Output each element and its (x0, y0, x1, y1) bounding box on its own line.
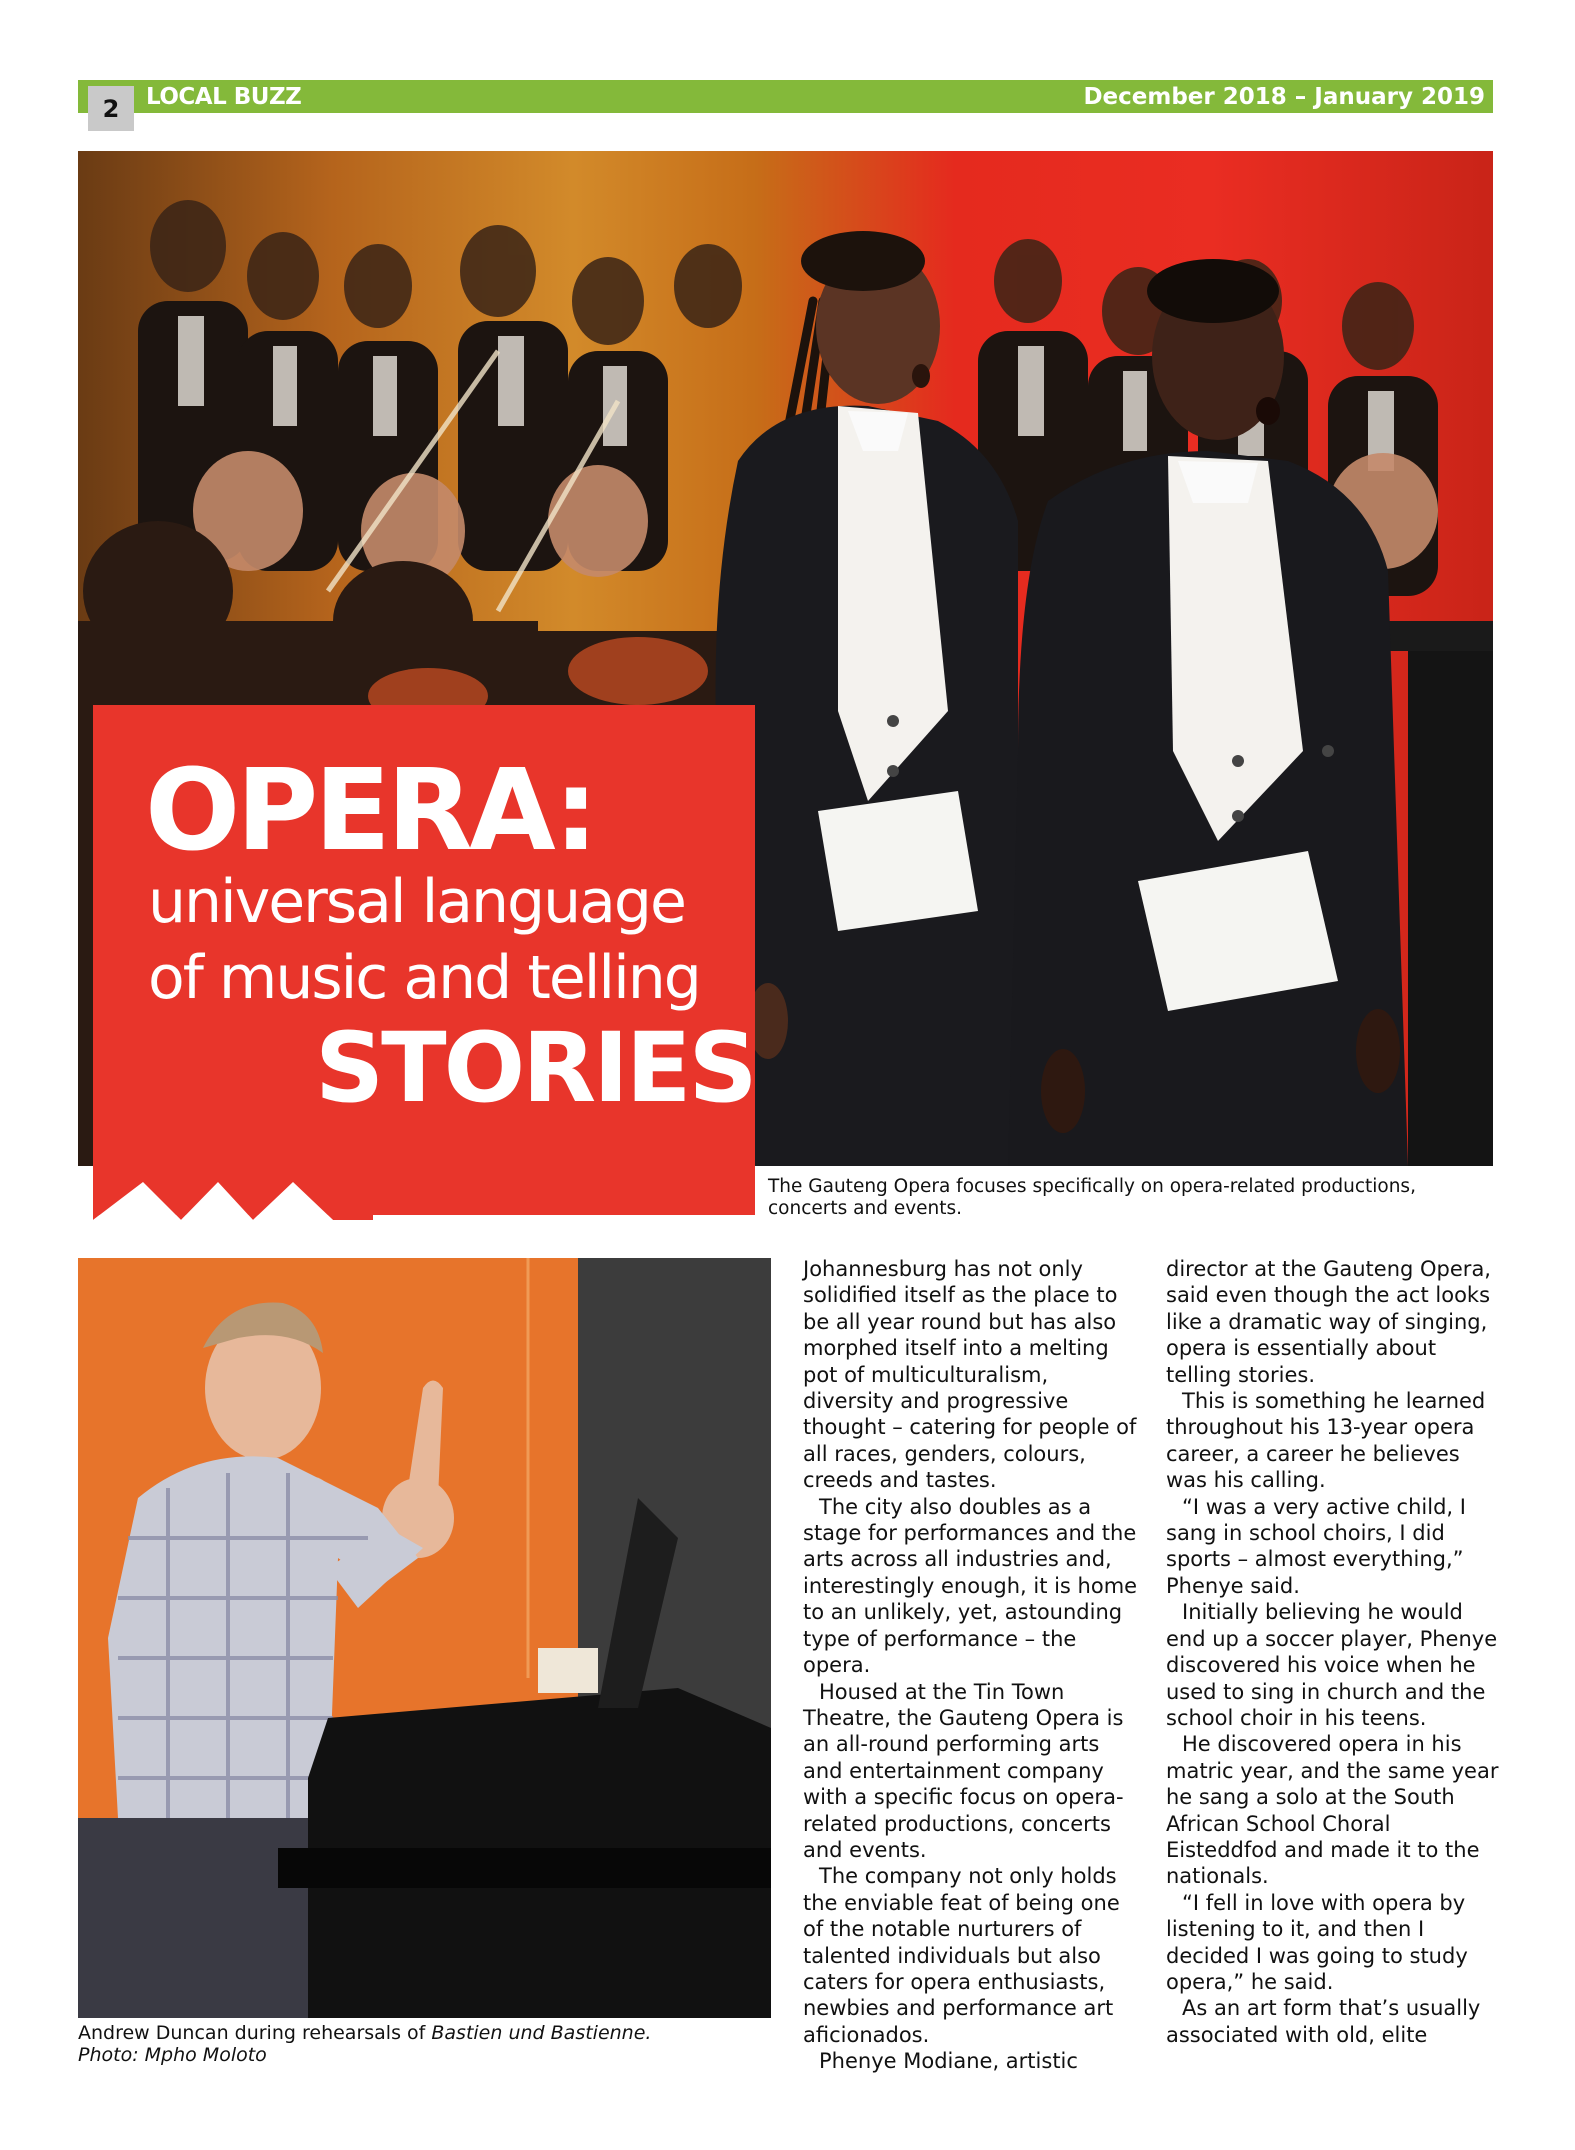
issue-date: December 2018 – January 2019 (1083, 84, 1485, 110)
caption-production-title: Bastien und Bastienne. (431, 2022, 652, 2044)
article-paragraph: The company not only holds the enviable feat of being one of the notable nurturers of talented individuals but also caters for opera enthusiasts, newbies and performance art aficionados. (803, 1864, 1120, 2047)
article-paragraph: “I was a very active child, I sang in school choirs, I did sports – almost everything,” Phenye said. (1166, 1494, 1466, 1598)
article-paragraph: “I fell in love with opera by listening to it, and then I decided I was going to study opera,” he said. (1166, 1890, 1468, 1994)
article-paragraph: He discovered opera in his matric year, and the same year he sang a solo at the South African School Choral Eisteddfod and made it to the nationals. (1166, 1732, 1499, 1889)
rehearsal-photo-illustration (78, 1258, 771, 2018)
caption-text: Andrew Duncan during rehearsals of (78, 2022, 432, 2044)
page-number: 2 (88, 86, 134, 131)
article-paragraph: As an art form that’s usually associated with old, elite (1166, 1996, 1481, 2047)
article-paragraph: Johannesburg has not only solidified itself as the place to be all year round but has also morphed itself into a melting pot of multiculturalism, diversity and progressive thought – catering for people of all races, genders, colours, creeds and tastes. (803, 1257, 1137, 1493)
headline-zigzag (93, 1170, 373, 1220)
rehearsal-photo-caption (78, 2022, 778, 2066)
headline-opera: OPERA: (145, 746, 595, 876)
headline-subtitle-line1: universal language (148, 867, 685, 937)
article-paragraph: The city also doubles as a stage for performances and the arts across all industries and, interestingly enough, it is home to an unlikely, yet, astounding type of performance – the opera. (803, 1494, 1138, 1678)
article-paragraph: Phenye Modiane, artistic (819, 2049, 1078, 2074)
article-paragraph: director at the Gauteng Opera, said even though the act looks like a dramatic way of singing, opera is essentially about telling stories. (1166, 1257, 1491, 1387)
article-paragraph: This is something he learned throughout his 13-year opera career, a career he believes was his calling. (1166, 1389, 1486, 1493)
rehearsal-photo (78, 1258, 771, 2018)
article-paragraph: Housed at the Tin Town Theatre, the Gauteng Opera is an all-round performing arts and entertainment company with a specific focus on opera-related productions, concerts and events. (803, 1679, 1124, 1862)
article-column-2 (1166, 1256, 1506, 2048)
caption-photo-credit: Photo: Mpho Moloto (78, 2044, 267, 2066)
article-column-1 (803, 1256, 1143, 2075)
hero-photo-caption: The Gauteng Opera focuses specifically on opera-related productions, concerts and events. (768, 1176, 1416, 1219)
headline-stories: STORIES (315, 1012, 755, 1124)
section-title: LOCAL BUZZ (146, 84, 302, 110)
article-paragraph: Initially believing he would end up a soccer player, Phenye discovered his voice when he used to sing in church and the school choir in his teens. (1166, 1600, 1498, 1730)
headline-subtitle-line2: of music and telling (148, 943, 700, 1013)
